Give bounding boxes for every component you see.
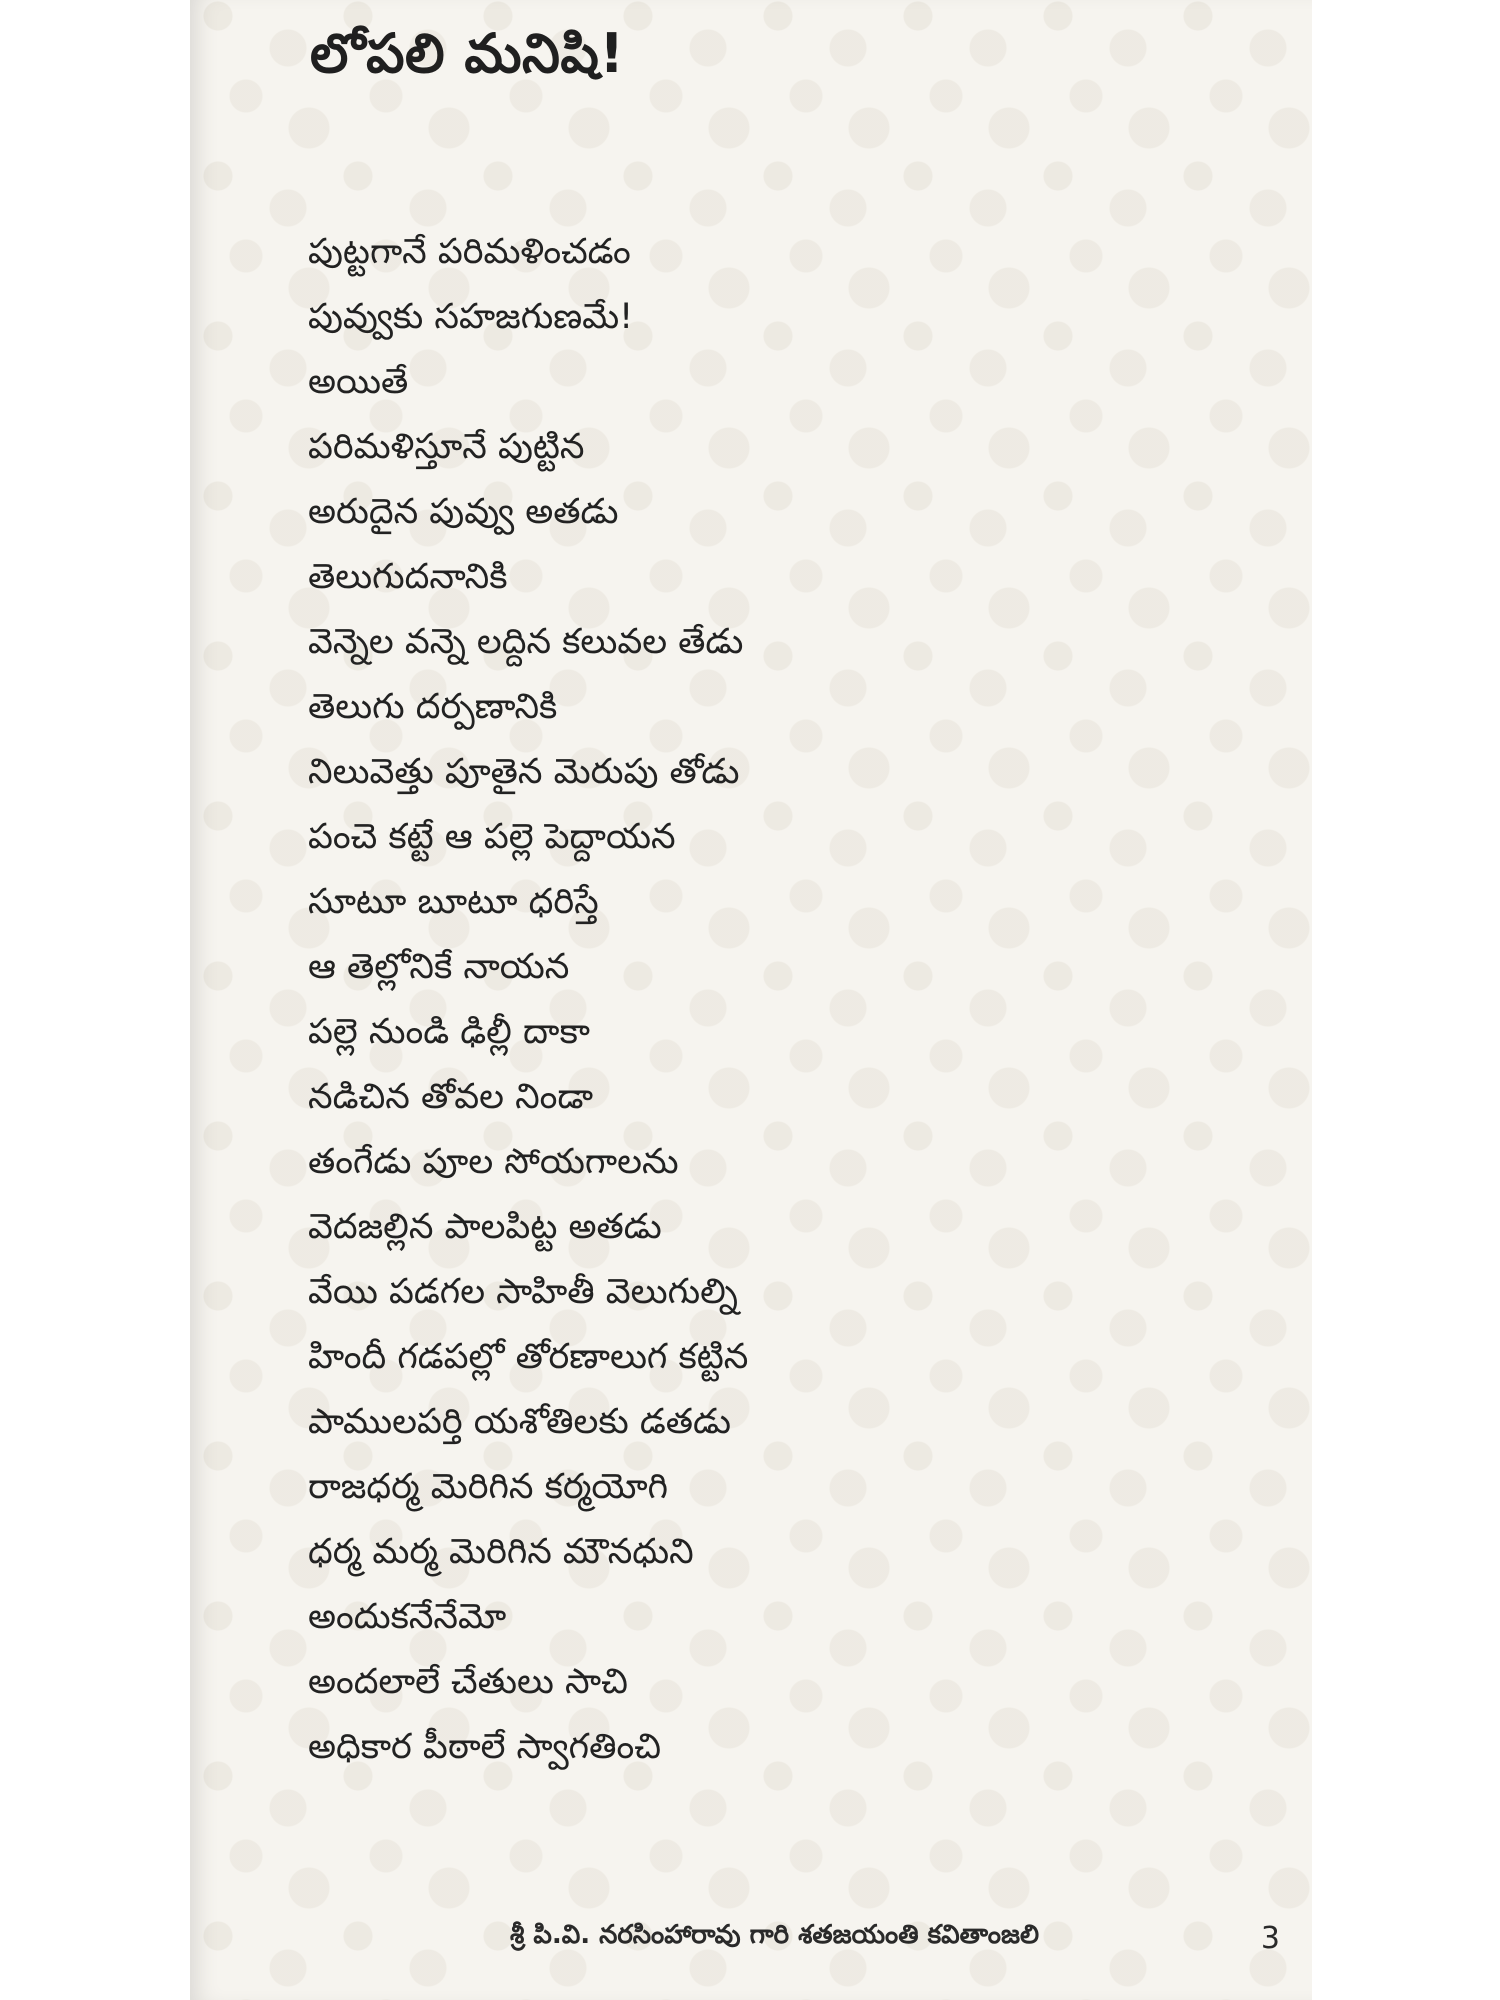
poem-line: నడిచిన తోవల నిండా	[308, 1077, 594, 1117]
poem-line: తంగేడు పూల సోయగాలను	[308, 1142, 679, 1182]
poem-line: ధర్మ మర్మ మెరిగిన మౌనధుని	[308, 1532, 694, 1572]
page-number: 3	[1260, 1920, 1280, 1956]
poem-line: సూటూ బూటూ ధరిస్తే	[308, 882, 599, 922]
poem-title: లోపలి మనిషి!	[310, 22, 625, 85]
poem-line: నిలువెత్తు పూతైన మెరుపు తోడు	[308, 752, 740, 792]
poem-line: పువ్వుకు సహజగుణమే!	[308, 297, 634, 337]
poem-line: పరిమళిస్తూనే పుట్టిన	[308, 427, 585, 467]
poem-line: పాములపర్తి యశోతిలకు డతడు	[308, 1402, 732, 1442]
poem-line: వేయి పడగల సాహితీ వెలుగుల్ని	[308, 1272, 738, 1312]
poem-line: అందుకనేనేమో	[308, 1597, 507, 1637]
poem-line: హిందీ గడపల్లో తోరణాలుగ కట్టిన	[308, 1337, 749, 1377]
book-title-footer: శ్రీ పి.వి. నరసింహారావు గారి శతజయంతి కవితాంజలి	[510, 1920, 1040, 1950]
poem-line: తెలుగుదనానికి	[308, 557, 508, 597]
book-page	[190, 0, 1312, 2000]
poem-line: వెదజల్లిన పాలపిట్ట అతడు	[308, 1207, 662, 1247]
poem-body	[308, 220, 748, 1780]
poem-line: పుట్టగానే పరిమళించడం	[308, 232, 631, 272]
poem-line: వెన్నెల వన్నె లద్దిన కలువల తేడు	[308, 622, 744, 662]
poem-line: రాజధర్మ మెరిగిన కర్మయోగి	[308, 1467, 669, 1507]
poem-line: ఆ తెల్లోనికే నాయన	[308, 947, 570, 987]
poem-line: అయితే	[308, 362, 409, 402]
poem-line: పల్లె నుండి ఢిల్లీ దాకా	[308, 1012, 590, 1052]
poem-line: అధికార పీఠాలే స్వాగతించి	[308, 1727, 662, 1767]
poem-line: పంచె కట్టే ఆ పల్లె పెద్దాయన	[308, 817, 676, 857]
page-footer	[510, 1920, 1280, 1956]
poem-line: అందలాలే చేతులు సాచి	[308, 1662, 628, 1702]
poem-line: తెలుగు దర్పణానికి	[308, 687, 558, 727]
poem-line: అరుదైన పువ్వు అతడు	[308, 492, 619, 532]
